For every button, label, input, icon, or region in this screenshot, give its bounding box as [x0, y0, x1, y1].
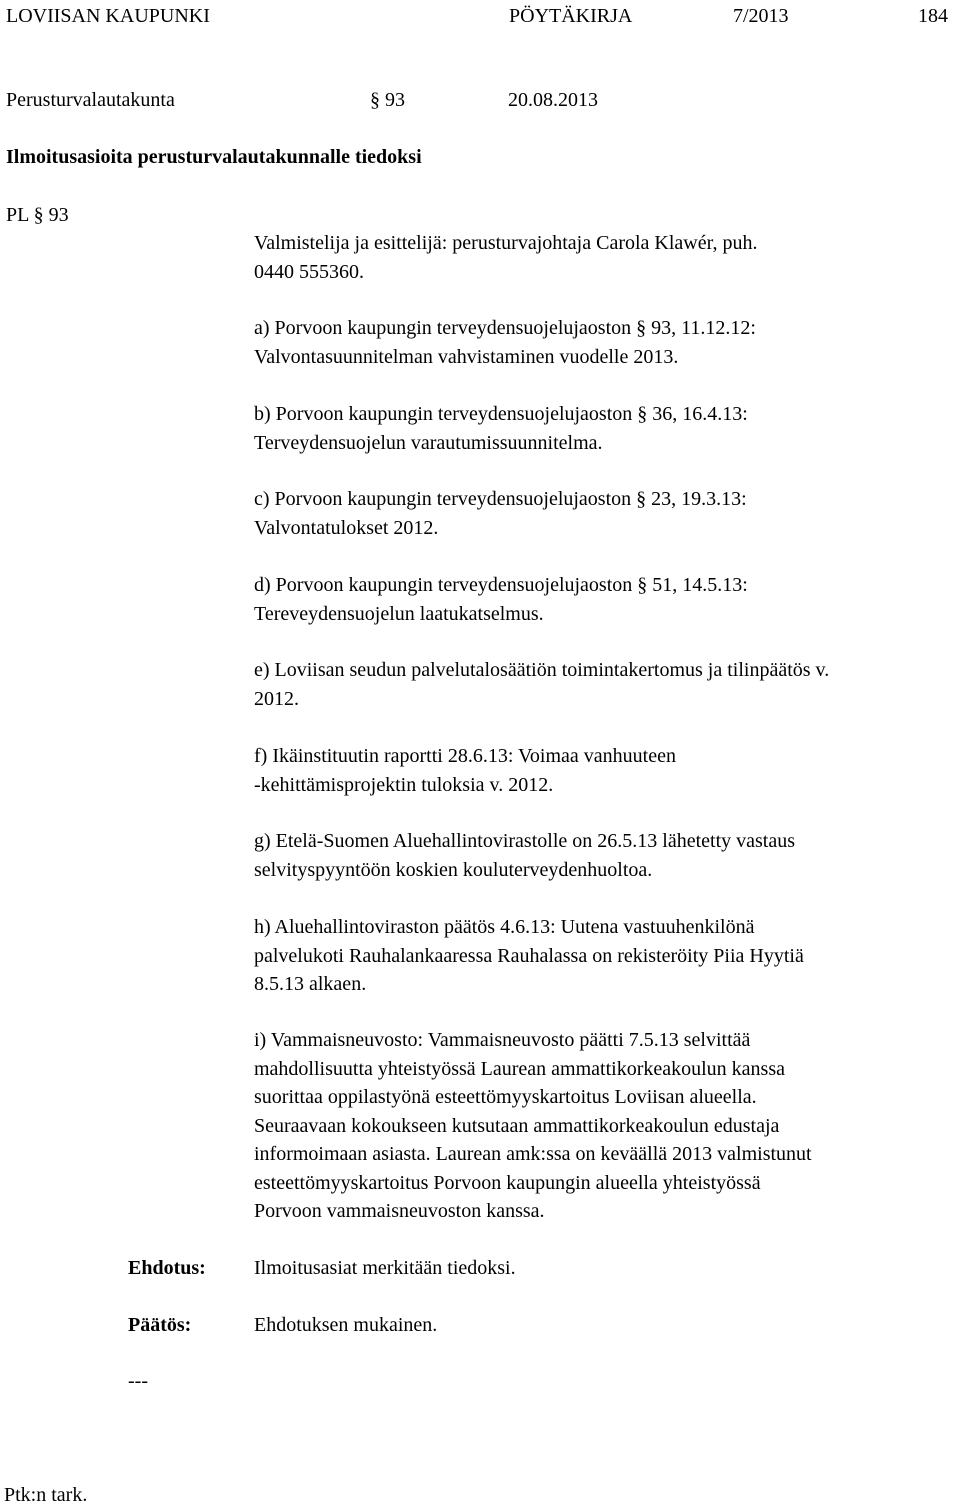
notice-item-i: i) Vammaisneuvosto: Vammaisneuvosto päätti 7.5.13 selvittää mahdollisuutta yhteistyössä Laurean ammattikorkeakoulun kanssa suorittaa oppilastyönä esteettömyyskartoitus Loviisan alueella. Seuraavaan kokoukseen kutsutaan ammattikorkeakoulun edustaja informoimaan asiasta. Laurean amk:ssa on keväällä 2013 valmistunut esteettömyyskartoitus Porvoon kaupungin alueella yhteistyössä Porvoon vammaisneuvoston kanssa.: [254, 1029, 812, 1222]
decision-label: Päätös:: [128, 1314, 192, 1336]
notice-item-g: g) Etelä-Suomen Aluehallintovirastolle on 26.5.13 lähetetty vastaus selvityspyyntöön koskien kouluterveydenhuoltoa.: [254, 830, 795, 881]
page-title: Ilmoitusasioita perusturvalautakunnalle tiedoksi: [6, 146, 422, 168]
end-separator: ---: [128, 1370, 148, 1392]
notice-item-e: e) Loviisan seudun palvelutalosäätiön toimintakertomus ja tilinpäätös v. 2012.: [254, 659, 830, 710]
page-number: 184: [918, 5, 948, 27]
decision-text: Ehdotuksen mukainen.: [254, 1314, 438, 1336]
notice-item-f: f) Ikäinstituutin raportti 28.6.13: Voimaa vanhuuteen -kehittämisprojektin tuloksia v. 2012.: [254, 745, 676, 796]
document-number: 7/2013: [733, 5, 789, 27]
proposal-label: Ehdotus:: [128, 1257, 206, 1279]
preparer-text: Valmistelija ja esittelijä: perusturvajohtaja Carola Klawér, puh. 0440 555360.: [254, 232, 758, 283]
footer-initials-label: Ptk:n tark.: [4, 1484, 88, 1506]
notice-item-d: d) Porvoon kaupungin terveydensuojelujaoston § 51, 14.5.13: Tereveydensuojelun laatukatselmus.: [254, 574, 748, 625]
notice-item-b: b) Porvoon kaupungin terveydensuojelujaoston § 36, 16.4.13: Terveydensuojelun varautumissuunnitelma.: [254, 403, 748, 454]
pl-reference: PL § 93: [6, 204, 69, 226]
notice-item-a: a) Porvoon kaupungin terveydensuojelujaoston § 93, 11.12.12: Valvontasuunnitelman vahvistaminen vuodelle 2013.: [254, 317, 756, 368]
committee-name: Perusturvalautakunta: [6, 89, 175, 111]
proposal-text: Ilmoitusasiat merkitään tiedoksi.: [254, 1257, 516, 1279]
document-type: PÖYTÄKIRJA: [509, 5, 633, 27]
meeting-date: 20.08.2013: [508, 89, 598, 111]
organization-name: LOVIISAN KAUPUNKI: [6, 5, 210, 27]
notice-item-c: c) Porvoon kaupungin terveydensuojelujaoston § 23, 19.3.13: Valvontatulokset 2012.: [254, 488, 747, 539]
notice-item-h: h) Aluehallintoviraston päätös 4.6.13: Uutena vastuuhenkilönä palvelukoti Rauhalankaaressa Rauhalassa on rekisteröity Piia Hyytiä 8.5.13 alkaen.: [254, 916, 804, 995]
section-reference: § 93: [370, 89, 405, 111]
